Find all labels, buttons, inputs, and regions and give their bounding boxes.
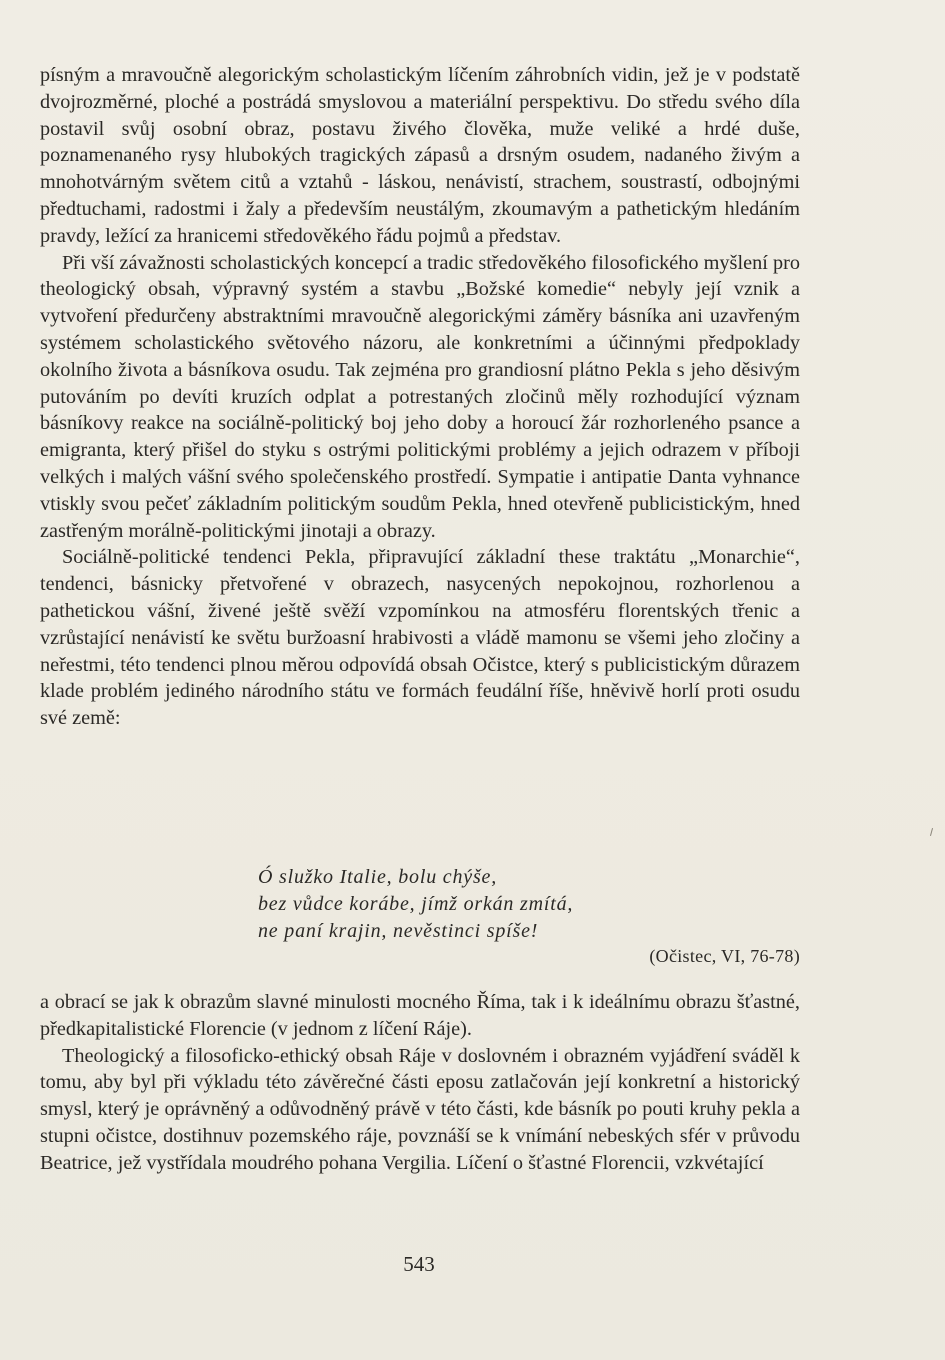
body-text-top [40,62,800,732]
paragraph-3: Sociálně-politické tendenci Pekla, připravující základní these traktátu „Monarchie“, tendenci, básnicky přetvořené v obrazech, nasycených nepokojnou, rozhorlenou a pathetickou vášní, živené ještě svěží vzpomínkou na atmosféru florentských třenic a vzrůstající nenávistí ke světu buržoasní hrabivosti a vládě mamonu se všemi jeho zločiny a neřestmi, této tendenci plnou měrou odpovídá obsah Očistce, který s publicistickým důrazem klade problém jediného národního státu ve formách feudální říše, hněvivě horlí proti osudu své země: [40,546,800,730]
paragraph-5: Theologický a filosoficko-ethický obsah Ráje v doslovném i obrazném vyjádření sváděl k tomu, aby byl při výkladu této závěrečné části eposu zatlačován její konkretní a historický smysl, který je oprávněný a odůvodněný právě v této části, kde básník po pouti kruhy pekla a stupni očistce, dostihnuv pozemského ráje, povznáší se k vnímání nebeských sfér v průvodu Beatrice, jež vystřídala moudrého pohana Vergilia. Líčení o šťastné Florencii, vzkvétající [40,1044,800,1174]
poem-citation: (Očistec, VI, 76-78) [649,946,800,966]
poem-line-1: Ó služko Italie, bolu chýše, [258,866,498,888]
poem-line-3: ne paní krajin, nevěstinci spíše! [258,920,539,942]
paragraph-4: a obrací se jak k obrazům slavné minulosti mocného Říma, tak i k ideálnímu obrazu šťastné, předkapitalistické Florencie (v jednom z líčení Ráje). [40,991,800,1040]
paragraph-2: Při vší závažnosti scholastických koncepcí a tradic středověkého filosofického myšlení pro theologický obsah, výpravný systém a stavbu „Božské komedie“ nebyly její vznik a vytvoření předurčeny abstraktními mravoučně alegorickými záměry básníka ani uzavřeným systémem scholastického světového názoru, ale konkretními a účinnými předpoklady okolního života a básníkova osudu. Tak zejména pro grandiosní plátno Pekla s jeho děsivým putováním po devíti kruzích odplat a potrestaných zločinů měly rozhodující význam básníkovy reakce na sociálně-politický boj jeho doby a horoucí žár rozhorleného psance a emigranta, který přišel do styku s ostrými politickými problémy a jejich odrazem v příboji velkých i malých vášní svého společenského prostředí. Sympatie i antipatie Danta vyhnance vtiskly svou pečeť základním politickým soudům Pekla, hned otevřeně publicistickým, hned zastřeným morálně-politickými jinotaji a obrazy. [40,251,800,542]
paper-speck [930,828,933,836]
body-text-bottom [40,989,800,1177]
poem-quote [258,864,573,945]
poem-line-2: bez vůdce korábe, jímž orkán zmítá, [258,893,574,915]
page-number: 543 [403,1252,435,1276]
paragraph-1: písným a mravoučně alegorickým scholastickým líčením záhrobních vidin, jež je v podstatě dvojrozměrné, ploché a postrádá smyslovou a materiální perspektivu. Do středu svého díla postavil svůj osobní obraz, postavu živého člověka, muže veliké a hrdé duše, poznamenaného rysy hlubokých tragických zápasů a drsným osudem, nadaného živým a mnohotvárným světem citů a vztahů - láskou, nenávistí, strachem, soustrastí, odbojnými předtuchami, radostmi i žaly a především neustálým, zkoumavým a pathetickým hledáním pravdy, ležící za hranicemi středověkého řádu pojmů a představ. [40,64,800,247]
